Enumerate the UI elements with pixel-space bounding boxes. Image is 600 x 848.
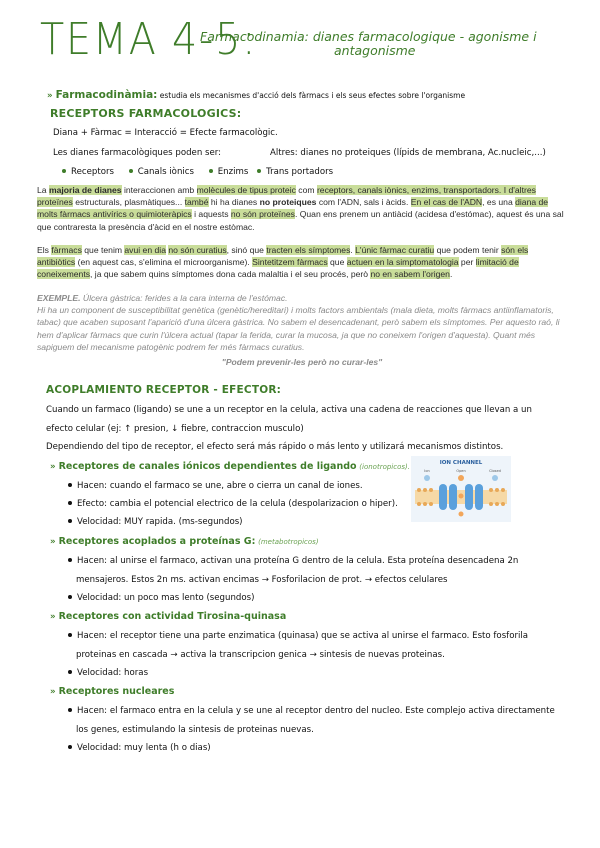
tyrosine-hacen-2: proteinas en cascada → activa la transcripcion genica → sintesis de nuevas proteinas.: [76, 650, 445, 660]
gprotein-hacen-2: mensajeros. Estos 2n ms. activan encimas → Fosforilacion de prot. → efectos celulares: [76, 575, 448, 585]
section-title-coupling: ACOPLAMIENTO RECEPTOR - EFECTOR:: [46, 384, 282, 396]
ionotropic-efecto: Efecto: cambia el potencial electrico de la celula (despolarizacion o hiper).: [68, 499, 398, 509]
list-item: Receptors: [62, 167, 114, 177]
bullet-icon: [68, 595, 72, 599]
equation-line: Diana + Fàrmac = Interacció = Efecte farmacològic.: [53, 128, 278, 138]
example-quote: "Podem prevenir-les però no curar-les": [221, 357, 383, 367]
paragraph-farmacs: Els fàrmacs que tenim avui en dia no són curatius, sinó que tracten els símptomes. L'únic fàrmac curatiu que podem tenir són els antibiòtics (en aquest cas, s'elimina el microorganisme). Sintetitzem fàrmacs que actuen en la simptomatologia per limitació de coneixements, ja que sabem quins símptomes dona cada malaltia i el seu procés, però no en sabem l'origen.: [37, 245, 529, 280]
coupling-line-2: efecto celular (ej: ↑ presion, ↓ fiebre, contraccion musculo): [46, 424, 304, 434]
subtitle-line-1: Farmacodinamia: dianes farmacologique - agonisme i: [200, 29, 537, 44]
figure-label: Ion: [424, 469, 430, 473]
dianes-line: Les dianes farmacològiques poden ser:: [53, 148, 222, 158]
bullet-icon: [68, 519, 72, 523]
list-item: Canals iònics: [129, 167, 194, 177]
other-dianes-line: Altres: dianes no proteiques (lípids de membrana, Ac.nucleic,...): [270, 148, 546, 158]
ion-particle: [458, 475, 464, 481]
nuclear-velocidad: Velocidad: muy lenta (h o dias): [68, 743, 211, 753]
example-title: Úlcera gàstrica: ferides a la cara interna de l'estómac.: [80, 293, 288, 303]
page-subtitle: [200, 30, 560, 58]
ion-particle: [459, 512, 464, 517]
bullet-icon: [68, 501, 72, 505]
tyrosine-hacen: Hacen: el receptor tiene una parte enzimatica (quinasa) que se activa al unirse el farmaco. Esto fosforila: [68, 631, 568, 641]
bullet-icon: [68, 483, 72, 487]
ion-channel-illustration: [411, 456, 511, 522]
section-title-receptors: RECEPTORS FARMACOLOGICS:: [50, 107, 242, 120]
ionotropic-velocidad: Velocidad: MUY rapida. (ms-segundos): [68, 517, 243, 527]
page-title: TEMA 4-5:: [40, 14, 258, 65]
bullet-icon: [257, 169, 261, 173]
list-item: Trans portadors: [257, 167, 333, 177]
ion-channel-figure: [411, 456, 511, 522]
definition-text: estudia els mecanismes d'acció dels fàrmacs i els seus efectes sobre l'organisme: [157, 91, 466, 100]
tyrosine-heading: » Receptores con actividad Tirosina-quinasa: [50, 611, 287, 622]
bullet-icon: [68, 745, 72, 749]
coupling-line-1: Cuando un farmaco (ligando) se une a un receptor en la celula, activa una cadena de reacciones que llevan a un: [46, 405, 532, 415]
ion-particle: [492, 475, 498, 481]
gprotein-hacen: Hacen: al unirse el farmaco, activan una proteína G dentro de la celula. Esta proteína desencadena 2n: [68, 556, 568, 566]
ion-particle: [459, 494, 464, 499]
arrow-icon: »: [50, 537, 56, 547]
gprotein-heading: » Receptores acoplados a proteínas G: (metabotropicos): [50, 536, 319, 547]
arrow-icon: »: [50, 612, 56, 622]
ionotropic-hacen: Hacen: cuando el farmaco se une, abre o cierra un canal de iones.: [68, 481, 363, 491]
bullet-icon: [68, 670, 72, 674]
example-block: [37, 292, 567, 353]
arrow-icon: »: [50, 462, 56, 472]
figure-label: Open: [456, 469, 466, 473]
figure-title: ION CHANNEL: [439, 460, 483, 466]
bullet-icon: [129, 169, 133, 173]
example-text: Hi ha un component de susceptibilitat genètica (genètic/hereditari) i molts factors ambientals (mala dieta, molts fàrmacs antiinflamatoris, tabac) que acaben suposant l'aparició d'una úlcera gàstrica. No sabem el desencadenant, però sabem els símptomes. Per aquesto raó, li hem d'aplicar fàrmacs que curin l'úlcera actual (tapar la ferida, curar la mucosa, ja que no coneixem l'origen d'aquesta). Quant més sapiguem del mecanisme patogènic podrem fer més fàrmacs curatius.: [37, 305, 560, 352]
figure-label: Closed: [489, 469, 501, 473]
ion-particle: [424, 475, 430, 481]
nuclear-hacen: Hacen: el farmaco entra en la celula y se une al receptor dentro del nucleo. Este complejo activa directamente: [68, 706, 568, 716]
bullet-icon: [62, 169, 66, 173]
gprotein-velocidad: Velocidad: un poco mas lento (segundos): [68, 593, 254, 603]
bullet-icon: [68, 633, 72, 637]
arrow-icon: »: [50, 687, 56, 697]
definition-term: Farmacodinàmia:: [55, 89, 158, 101]
nuclear-heading: » Receptores nucleares: [50, 686, 175, 697]
arrow-icon: »: [47, 91, 53, 101]
nuclear-hacen-2: los genes, estimulando la sintesis de proteinas nuevas.: [76, 725, 314, 735]
bullet-icon: [68, 708, 72, 712]
subtitle-line-2: antagonisme: [334, 43, 416, 58]
bullet-icon: [68, 558, 72, 562]
bullet-icon: [209, 169, 213, 173]
coupling-line-3: Dependiendo del tipo de receptor, el efecto será más rápido o más lento y utilizará mecanismos distintos.: [46, 442, 504, 452]
list-item: Enzims: [209, 167, 249, 177]
farmacodinamia-definition: [47, 89, 567, 101]
diana-types-list: [62, 167, 362, 177]
paragraph-dianes: La majoria de dianes interaccionen amb molècules de tipus proteic com receptors, canals iònics, enzims, transportadors. I d'altres proteïnes estructurals, plasmàtiques... també hi ha dianes no proteiques com l'ADN, sals i àcids. En el cas de l'ADN, es una diana de molts fàrmacs antivírics o quimioteràpics i aquests no són proteïnes. Quan ens prenem un antiàcid (acidesa d'estómac), aquest és una sal que contraresta la presència d'àcid en el nostre estòmac.: [37, 185, 564, 232]
example-label: EXEMPLE.: [37, 293, 81, 303]
tyrosine-velocidad: Velocidad: horas: [68, 668, 148, 678]
ionotropic-heading: » Receptores de canales iónicos dependientes de ligando (ionotropicos).: [50, 461, 410, 472]
